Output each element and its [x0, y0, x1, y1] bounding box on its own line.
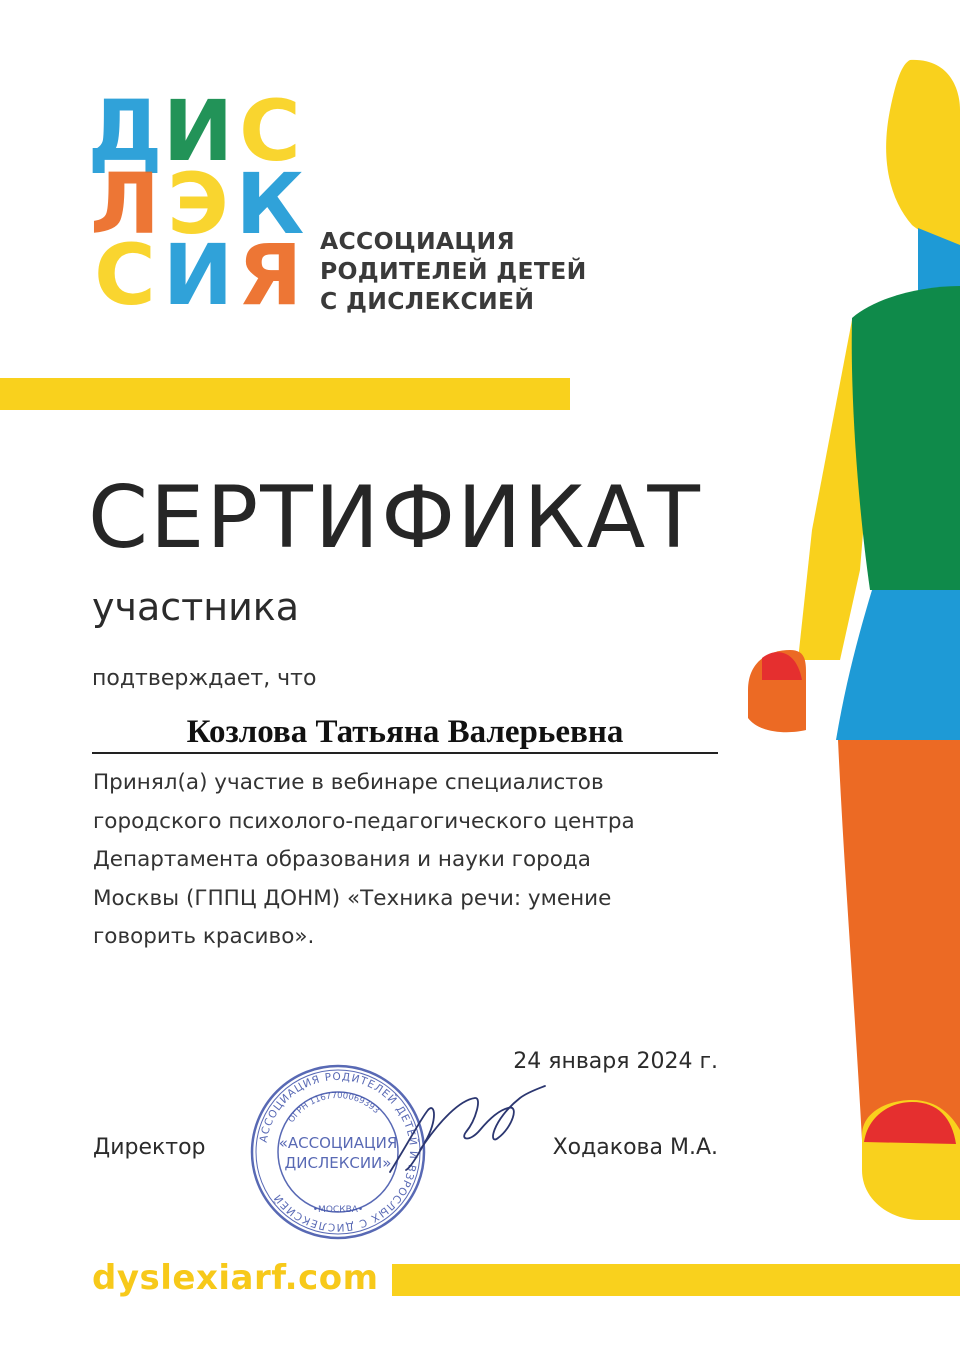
- logo-letter-7: С: [94, 226, 156, 308]
- description-line-2: городского психолого-педагогического центра: [93, 808, 635, 834]
- certificate-subtitle: участника: [92, 585, 300, 629]
- stamp-center-line-1: «АССОЦИАЦИЯ: [278, 1134, 398, 1152]
- recipient-underline: [92, 752, 718, 754]
- website-link[interactable]: dyslexiarf.com: [92, 1258, 379, 1298]
- director-label: Директор: [93, 1135, 206, 1160]
- logo-letter-9: Я: [237, 226, 303, 308]
- logo-letter-2: И: [162, 88, 234, 180]
- figure-skirt: [836, 590, 960, 740]
- certificate-date: 24 января 2024 г.: [513, 1049, 718, 1074]
- director-name: Ходакова М.А.: [552, 1135, 718, 1160]
- figure-leg: [838, 740, 960, 1140]
- logo-caption-line-1: АССОЦИАЦИЯ: [320, 227, 515, 255]
- stamp-center-line-2: ДИСЛЕКСИИ»: [284, 1154, 392, 1172]
- figure-head: [886, 60, 960, 250]
- confirms-text: подтверждает, что: [92, 666, 317, 691]
- stamp-city: •МОСКВА•: [312, 1205, 364, 1215]
- logo-caption-line-3: С ДИСЛЕКСИЕЙ: [320, 287, 535, 315]
- logo-caption: [320, 226, 620, 316]
- certificate-description: [93, 764, 713, 957]
- description-line-5: говорить красиво».: [93, 924, 315, 949]
- stamp-outer-text: АССОЦИАЦИЯ РОДИТЕЛЕЙ ДЕТЕЙ И ВЗРОСЛЫХ С ДИСЛЕКСИЕЙ: [257, 1070, 420, 1234]
- logo-letter-5: Э: [167, 155, 229, 253]
- logo-letter-6: К: [235, 155, 305, 253]
- logo-letter-1: Д: [88, 88, 163, 180]
- dyslexia-logo: [88, 88, 308, 308]
- stamp-ogrn: ОГРН 1167700069393: [286, 1090, 381, 1125]
- logo-letter-4: Л: [90, 155, 160, 253]
- figure-torso: [852, 286, 960, 590]
- description-line-3: Департамента образования и науки города: [93, 847, 591, 872]
- description-line-1: Принял(а) участие в вебинаре специалистов: [93, 770, 604, 795]
- description-line-4: Москвы (ГППЦ ДОНМ) «Техника речи: умение: [93, 885, 612, 911]
- decorative-figure: [740, 50, 960, 1230]
- certificate-title: СЕРТИФИКАТ: [88, 468, 702, 568]
- logo-letter-8: И: [162, 226, 234, 308]
- bottom-yellow-bar: [392, 1264, 960, 1296]
- logo-caption-line-2: РОДИТЕЛЕЙ ДЕТЕЙ: [320, 257, 587, 285]
- recipient-name: Козлова Татьяна Валерьевна: [186, 714, 624, 750]
- logo-letter-3: С: [239, 88, 301, 180]
- director-signature: [380, 1080, 550, 1190]
- top-yellow-bar: [0, 378, 570, 410]
